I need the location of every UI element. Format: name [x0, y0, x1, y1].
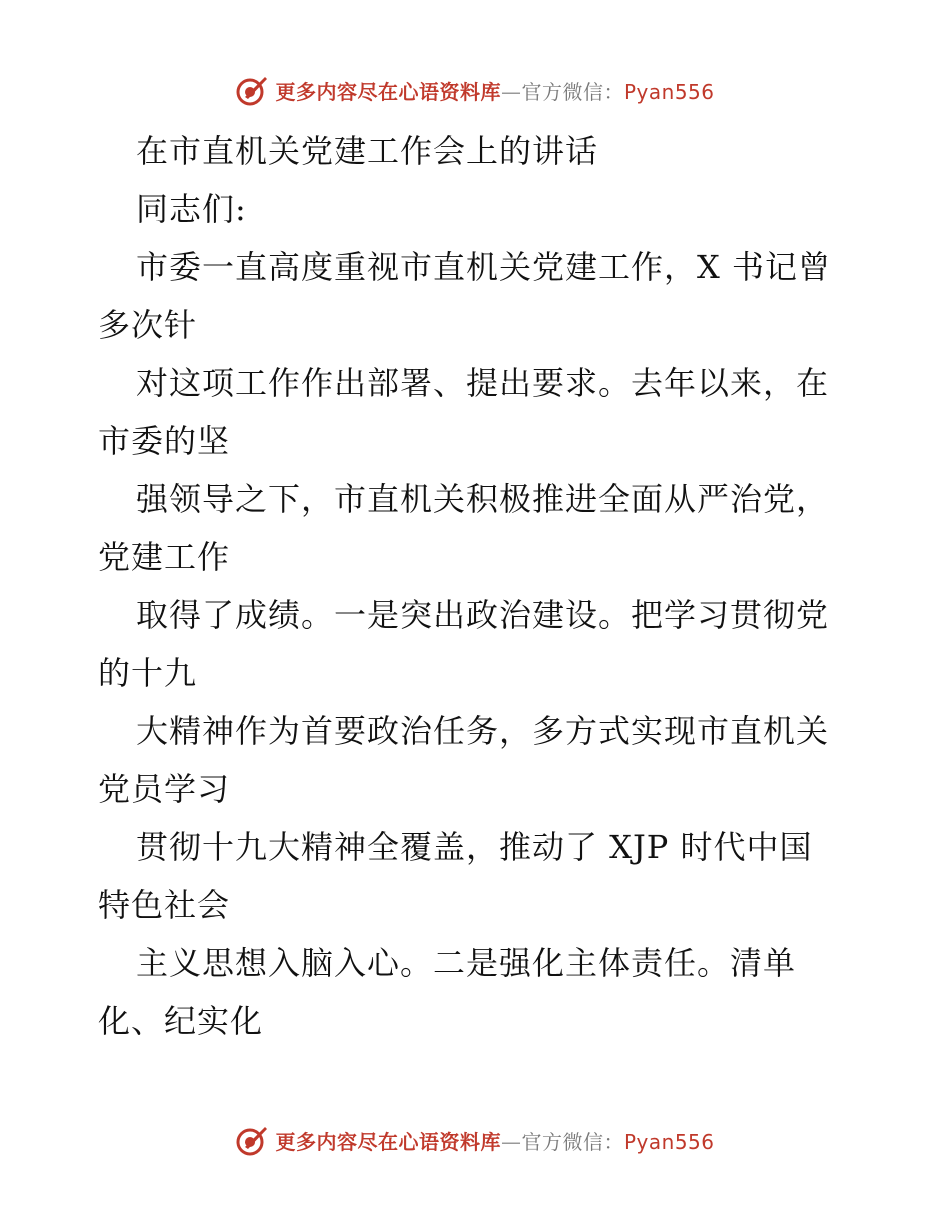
paragraph-line: 的十九 [98, 654, 198, 692]
paragraph-line: 贯彻十九大精神全覆盖，推动了 XJP 时代中国 [136, 828, 813, 866]
watermark-separator: — [500, 79, 522, 104]
paragraph-line: 市委一直高度重视市直机关党建工作，X 书记曾 [136, 248, 831, 286]
watermark-wechat-label: 官方微信： [521, 1129, 624, 1154]
watermark-lead: 更多内容尽在心语资料库 [275, 1129, 501, 1154]
document-title: 在市直机关党建工作会上的讲话 [136, 132, 599, 170]
quill-logo-icon [235, 73, 269, 107]
watermark-wechat-label: 官方微信： [521, 79, 624, 104]
watermark-wechat-id: Pyan556 [623, 1129, 715, 1154]
paragraph-line: 强领导之下，市直机关积极推进全面从严治党， [136, 480, 830, 518]
paragraph-line: 特色社会 [98, 886, 231, 924]
paragraph-line: 多次针 [98, 306, 198, 344]
footer-watermark-banner [0, 1120, 950, 1160]
paragraph-line: 党员学习 [98, 770, 231, 808]
paragraph-line: 化、纪实化 [98, 1002, 264, 1040]
paragraph-line: 取得了成绩。一是突出政治建设。把学习贯彻党 [136, 596, 830, 634]
watermark-lead: 更多内容尽在心语资料库 [275, 79, 501, 104]
paragraph-line: 对这项工作作出部署、提出要求。去年以来，在 [136, 364, 830, 402]
paragraph-line: 市委的坚 [98, 422, 231, 460]
watermark-separator: — [500, 1129, 522, 1154]
paragraph-line: 党建工作 [98, 538, 231, 576]
header-watermark-banner [0, 70, 950, 110]
watermark-wechat-id: Pyan556 [623, 79, 715, 104]
watermark-text [275, 1126, 714, 1155]
watermark-text [275, 76, 714, 105]
salutation: 同志们: [136, 190, 247, 228]
paragraph-line: 主义思想入脑入心。二是强化主体责任。清单 [136, 944, 797, 982]
document-body [98, 122, 858, 1050]
paragraph-line: 大精神作为首要政治任务，多方式实现市直机关 [136, 712, 830, 750]
quill-logo-icon [235, 1123, 269, 1157]
